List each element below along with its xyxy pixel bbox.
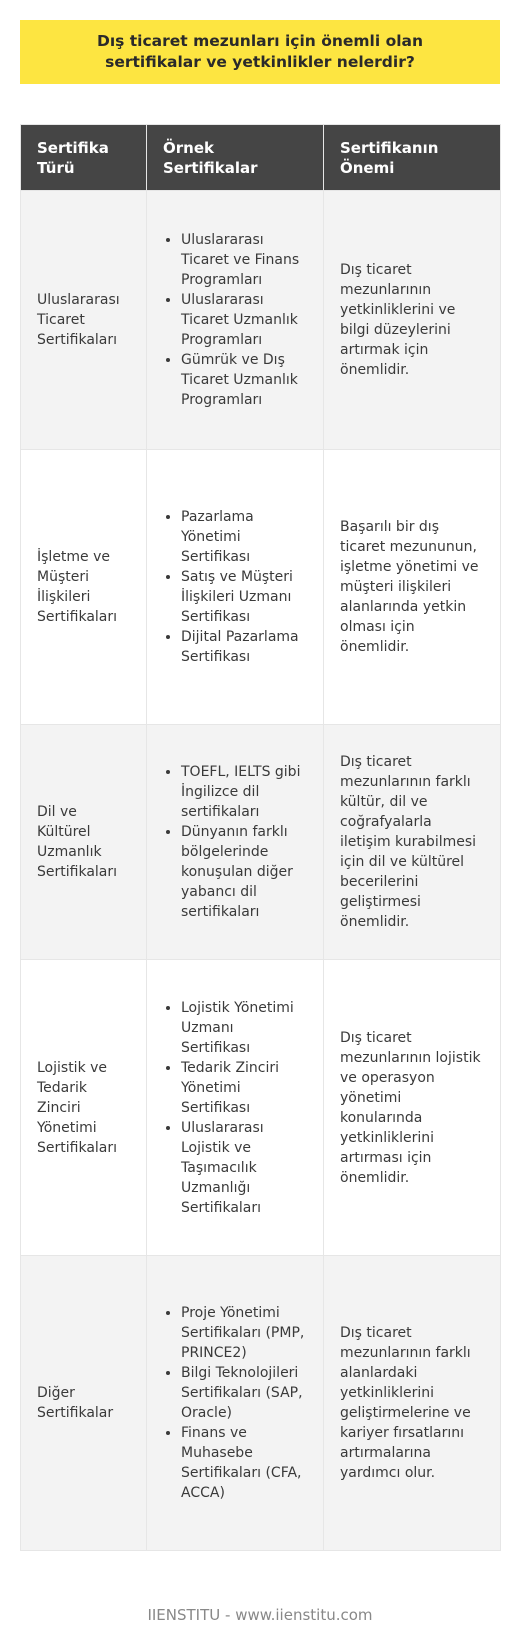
page-title: Dış ticaret mezunları için önemli olan sertifikalar ve yetkinlikler nelerdir?: [20, 20, 500, 84]
list-item: • Pazarlama Yönetimi Sertifikası: [181, 507, 307, 567]
example-list: [163, 1303, 307, 1503]
table-row: [21, 1256, 501, 1551]
cell-certificate-type: Lojistik ve Tedarik Zinciri Yönetimi Sertifikaları: [21, 960, 147, 1256]
table-row: [21, 450, 501, 725]
table-row: [21, 191, 501, 450]
table-header-row: [21, 125, 501, 191]
cell-example-certificates: [147, 960, 324, 1256]
cell-certificate-type: Dil ve Kültürel Uzmanlık Sertifikaları: [21, 725, 147, 960]
header-certificate-type: Sertifika Türü: [21, 125, 147, 191]
list-item: • Bilgi Teknolojileri Sertifikaları (SAP, Oracle): [181, 1363, 307, 1423]
cell-example-certificates: [147, 450, 324, 725]
example-list: [163, 230, 307, 410]
footer-source: IIENSTITU - www.iienstitu.com: [147, 1606, 373, 1624]
list-item: • Finans ve Muhasebe Sertifikaları (CFA, ACCA): [181, 1423, 307, 1503]
list-item: • Uluslararası Ticaret ve Finans Programları: [181, 230, 307, 290]
cell-example-certificates: [147, 725, 324, 960]
example-list: [163, 762, 307, 922]
list-item: • Satış ve Müşteri İlişkileri Uzmanı Sertifikası: [181, 567, 307, 627]
cell-certificate-importance: Dış ticaret mezunlarının yetkinliklerini ve bilgi düzeylerini artırmak için önemlidir.: [324, 191, 501, 450]
cell-certificate-type: Diğer Sertifikalar: [21, 1256, 147, 1551]
cell-certificate-type: Uluslararası Ticaret Sertifikaları: [21, 191, 147, 450]
cell-example-certificates: [147, 1256, 324, 1551]
table-row: [21, 725, 501, 960]
list-item: • Lojistik Yönetimi Uzmanı Sertifikası: [181, 998, 307, 1058]
list-item: • Uluslararası Ticaret Uzmanlık Programları: [181, 290, 307, 350]
list-item: • Dijital Pazarlama Sertifikası: [181, 627, 307, 667]
cell-certificate-importance: Dış ticaret mezunlarının lojistik ve operasyon yönetimi konularında yetkinliklerini artırması için önemlidir.: [324, 960, 501, 1256]
list-item: • Gümrük ve Dış Ticaret Uzmanlık Programları: [181, 350, 307, 410]
cell-certificate-importance: Başarılı bir dış ticaret mezununun, işletme yönetimi ve müşteri ilişkileri alanlarında yetkin olması için önemlidir.: [324, 450, 501, 725]
table-row: [21, 960, 501, 1256]
list-item: • Dünyanın farklı bölgelerinde konuşulan diğer yabancı dil sertifikaları: [181, 822, 307, 922]
certificates-table: [20, 124, 501, 1551]
cell-certificate-type: İşletme ve Müşteri İlişkileri Sertifikaları: [21, 450, 147, 725]
example-list: [163, 998, 307, 1218]
cell-certificate-importance: Dış ticaret mezunlarının farklı kültür, dil ve coğrafyalarla iletişim kurabilmesi için dil ve kültürel becerilerini geliştirmesi önemlidir.: [324, 725, 501, 960]
example-list: [163, 507, 307, 667]
list-item: • Tedarik Zinciri Yönetimi Sertifikası: [181, 1058, 307, 1118]
list-item: • Uluslararası Lojistik ve Taşımacılık Uzmanlığı Sertifikaları: [181, 1118, 307, 1218]
list-item: • TOEFL, IELTS gibi İngilizce dil sertifikaları: [181, 762, 307, 822]
header-example-certificates: Örnek Sertifikalar: [147, 125, 324, 191]
cell-certificate-importance: Dış ticaret mezunlarının farklı alanlardaki yetkinliklerini geliştirmelerine ve kariyer fırsatlarını artırmalarına yardımcı olur.: [324, 1256, 501, 1551]
list-item: • Proje Yönetimi Sertifikaları (PMP, PRINCE2): [181, 1303, 307, 1363]
cell-example-certificates: [147, 191, 324, 450]
header-certificate-importance: Sertifikanın Önemi: [324, 125, 501, 191]
